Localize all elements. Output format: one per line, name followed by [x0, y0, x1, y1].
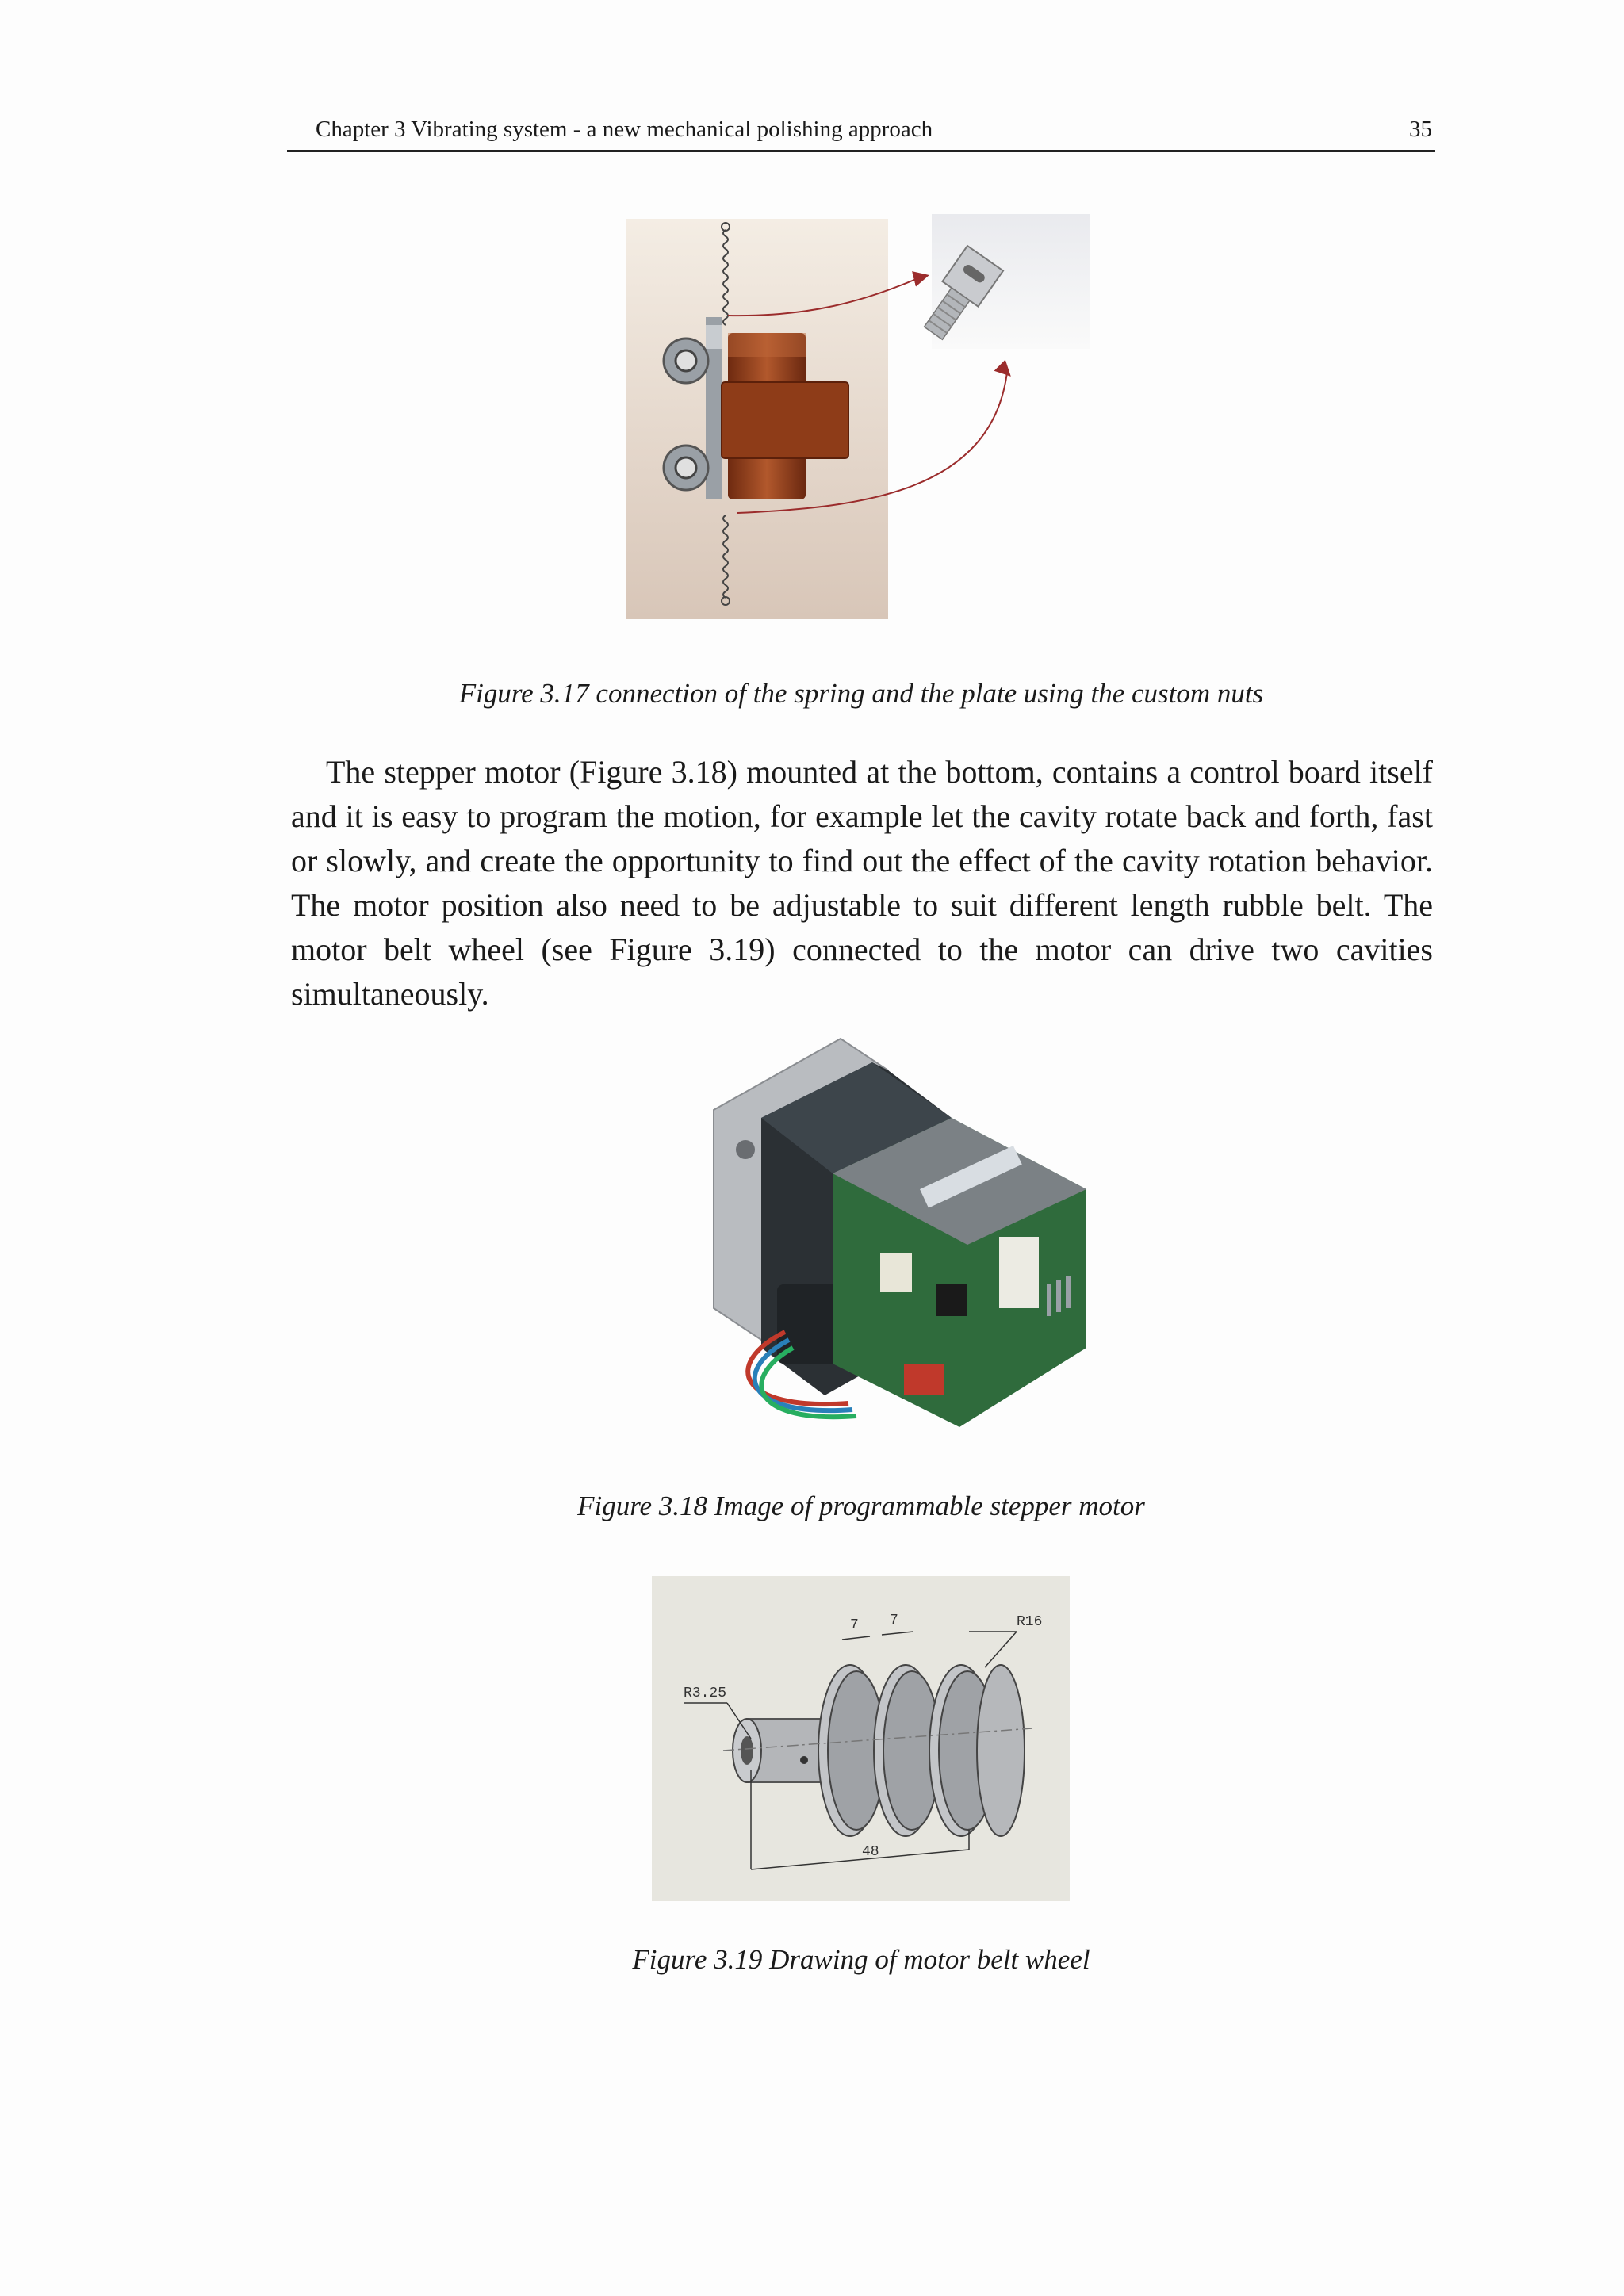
dim-label-7a: 7 [850, 1617, 859, 1633]
belt-wheel-drawing [652, 1576, 1070, 1901]
figure-3-19-caption: Figure 3.19 Drawing of motor belt wheel [632, 1944, 1090, 1975]
spring-plate-illustration [626, 214, 1094, 626]
figure-3-17-caption: Figure 3.17 connection of the spring and the plate using the custom nuts [458, 678, 1264, 709]
dim-label-r325: R3.25 [684, 1686, 727, 1701]
dim-label-7b: 7 [890, 1613, 898, 1628]
running-title: Chapter 3 Vibrating system - a new mechanical polishing approach [316, 117, 933, 142]
page-number: 35 [1409, 117, 1432, 142]
figure-3-17 [626, 214, 1094, 626]
running-header [287, 113, 1435, 152]
figure-3-18 [650, 1031, 1094, 1443]
dim-label-48: 48 [862, 1844, 879, 1860]
figure-3-18-caption: Figure 3.18 Image of programmable stepper motor [577, 1490, 1145, 1521]
body-paragraph: The stepper motor (Figure 3.18) mounted at the bottom, contains a control board itself and it is easy to program the motion, for example let the cavity rotate back and forth, fast or slowly, and create the opportunity to find out the effect of the cavity rotation behavior. The motor position also need to be adjustable to suit different length rubble belt. The motor belt wheel (see Figure 3.19) connected to the motor can drive two cavities simultaneously. [291, 754, 1433, 1012]
stepper-motor-photo [650, 1031, 1094, 1443]
figure-3-19 [652, 1576, 1070, 1901]
dim-label-r16: R16 [1017, 1614, 1043, 1630]
